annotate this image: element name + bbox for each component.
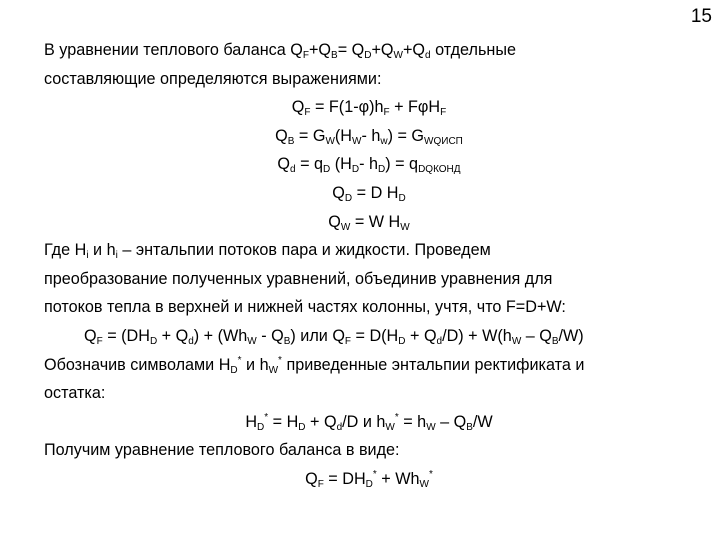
text-line-10: потоков тепла в верхней и нижней частях колонны, учтя, что F=D+W: [44, 298, 566, 317]
equation-combined: $Q_F = (DH_D + Q_d) + (Wh_W - Q_B)$ или $Q_F = D(H_D + Q_d/D) + W(h_W - Q_B/W)$ [84, 326, 584, 347]
page-number: 15 [690, 6, 712, 27]
equation-qd: $Q_d = q_D$ ($H_D-$ $h_D) = q_{DQКОНД}$ [277, 155, 461, 176]
equation-qf: $Q_F = F(1-\varphi)h_F + F\varphi H_F$ [291, 98, 447, 119]
slide-text [44, 36, 694, 494]
text-line-13: остатка: [44, 384, 106, 403]
text-line-8: Где $H_i$ и $h_i$ – энтальпии потоков пара и жидкости. Проведем [44, 241, 491, 262]
text-line-12: Обозначив символами $H_D^*$ и $h_W^*$ приведенные энтальпии ректификата и [44, 354, 585, 376]
equation-qb: $Q_B = G_W(H_W-$ $h_w) = G_{WQИСП}$ [275, 126, 463, 147]
text-line-9: преобразование полученных уравнений, объединив уравнения для [44, 269, 553, 288]
equation-qw: $Q_W = W$ $H_W$ [328, 212, 410, 233]
equation-qdd: $Q_D = D$ $H_D$ [332, 183, 406, 204]
text-line-15: Получим уравнение теплового баланса в виде: [44, 441, 400, 460]
equation-reduced-enthalpy: $H_D^* = H_D + Q_d/D$ и $h_W^* = h_W - Q_B/W$ [245, 411, 493, 433]
text-line-1: В уравнении теплового баланса $Q_F+Q_B= Q_D+Q_W+Q_d$ отдельные [44, 41, 516, 61]
equation-final-balance: $Q_F = DH_D^* + Wh_W^*$ [305, 468, 433, 490]
text-line-2: составляющие определяются выражениями: [44, 69, 382, 88]
